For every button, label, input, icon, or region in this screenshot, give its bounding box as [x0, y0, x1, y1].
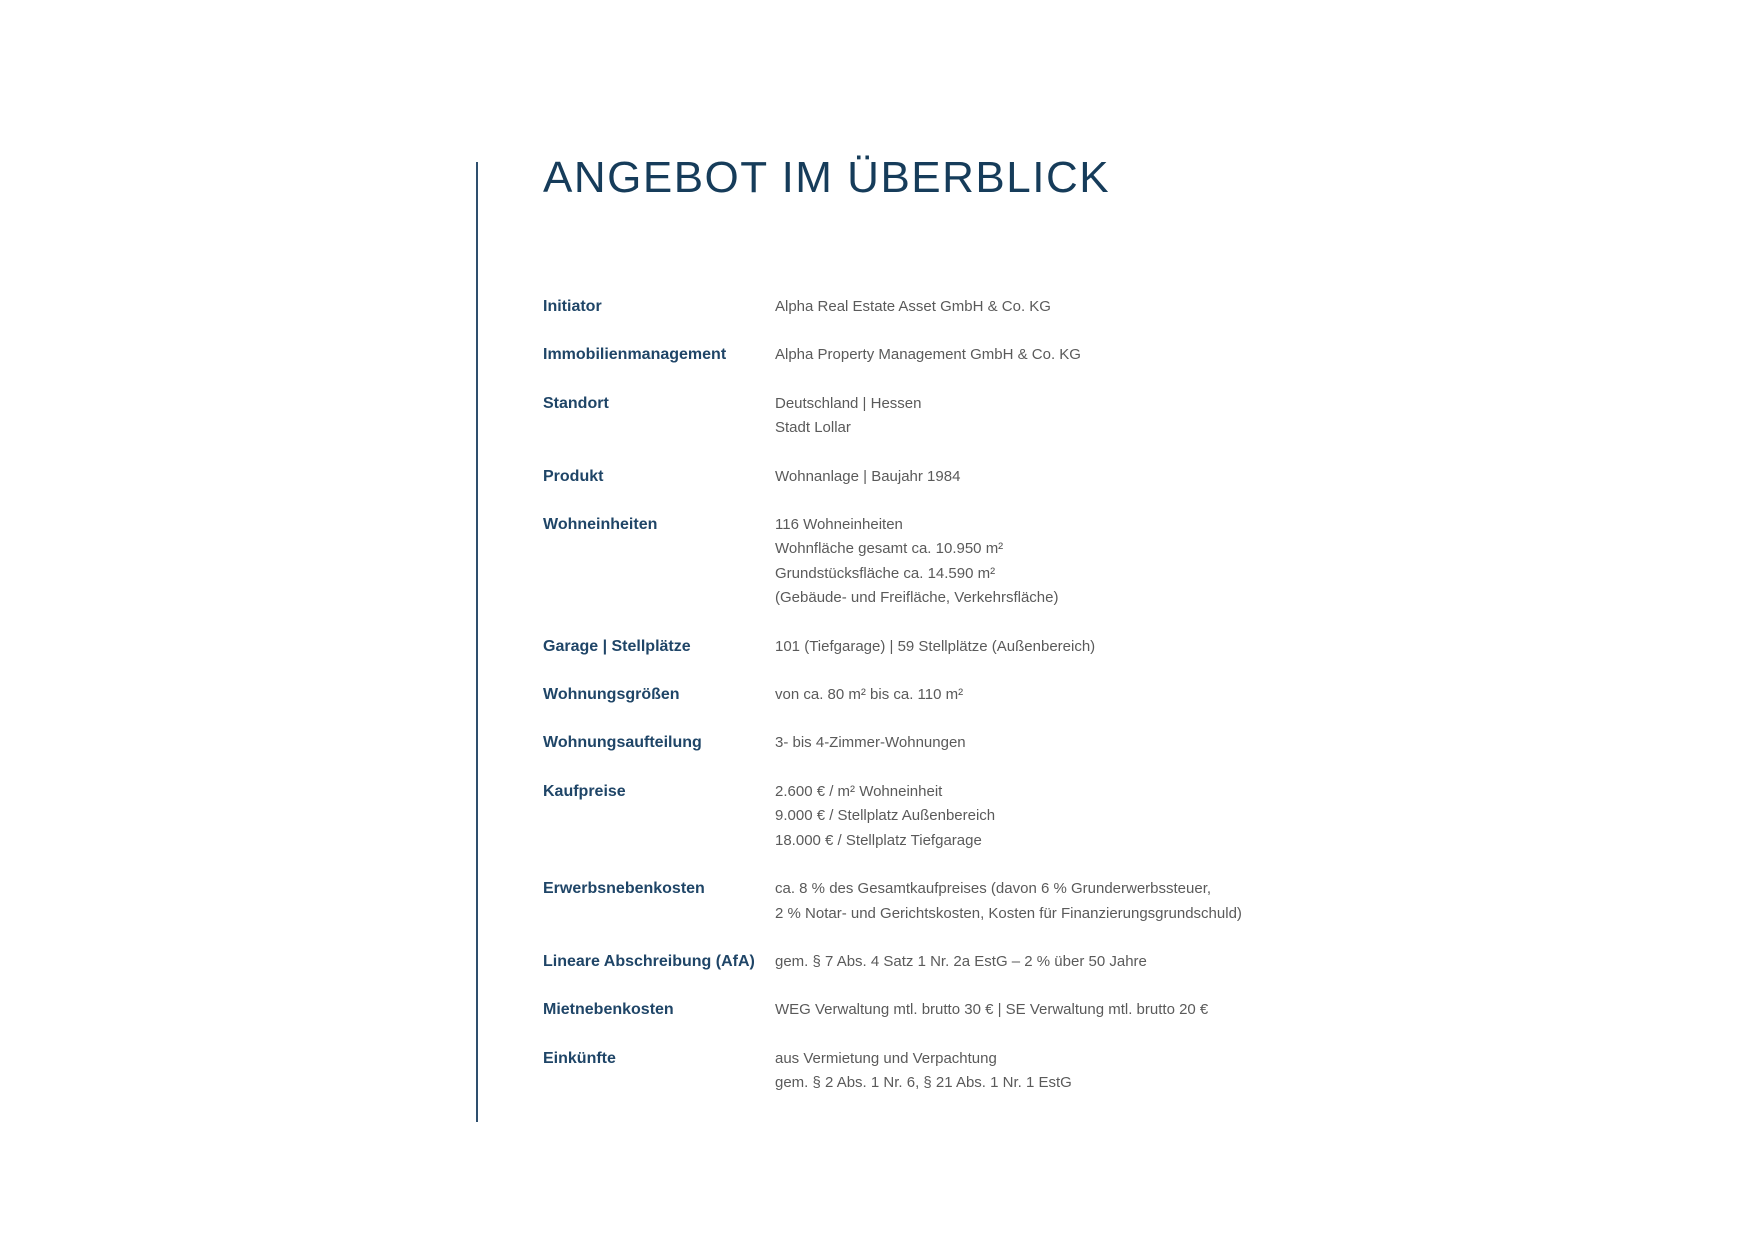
overview-row [543, 731, 1643, 755]
row-label: Kaufpreise [543, 782, 626, 800]
row-value [775, 731, 1643, 755]
row-value-line: Alpha Real Estate Asset GmbH & Co. KG [775, 298, 1051, 315]
overview-row [543, 635, 1643, 659]
overview-row [543, 295, 1643, 319]
overview-row [543, 950, 1643, 974]
overview-row [543, 392, 1643, 441]
row-value-line: 3- bis 4-Zimmer-Wohnungen [775, 734, 966, 752]
row-value-line: 18.000 € / Stellplatz Tiefgarage [775, 831, 982, 849]
row-value-line: 2 % Notar- und Gerichtskosten, Kosten für Finanzierungsgrundschuld) [775, 904, 1242, 922]
row-value [775, 343, 1643, 367]
row-value [775, 780, 1643, 853]
row-label: Immobilienmanagement [543, 346, 727, 364]
row-value-line: 101 (Tiefgarage) | 59 Stellplätze (Außenbereich) [775, 637, 1096, 655]
row-value-line: aus Vermietung und Verpachtung [775, 1049, 997, 1067]
row-label: Wohnungsaufteilung [543, 734, 702, 752]
row-label: Lineare Abschreibung (AfA) [543, 952, 755, 970]
row-label: Standort [543, 394, 609, 412]
row-value [775, 950, 1643, 974]
row-label: Garage | Stellplätze [543, 637, 691, 655]
row-value-line: WEG Verwaltung mtl. brutto 30 € | SE Verwaltung mtl. brutto 20 € [775, 1001, 1209, 1019]
row-value [775, 877, 1643, 926]
row-value [775, 295, 1643, 319]
overview-row [543, 683, 1643, 707]
row-value [775, 998, 1643, 1022]
row-value-line: 116 Wohneinheiten [775, 516, 903, 534]
row-value-line: gem. § 2 Abs. 1 Nr. 6, § 21 Abs. 1 Nr. 1 EstG [775, 1074, 1072, 1092]
row-value [775, 513, 1643, 611]
row-value [775, 392, 1643, 441]
row-value-line: 9.000 € / Stellplatz Außenbereich [775, 807, 996, 825]
overview-row [543, 780, 1643, 853]
row-value-line: 2.600 € / m² Wohneinheit [775, 782, 943, 800]
overview-row [543, 465, 1643, 489]
row-value [775, 635, 1643, 659]
row-label: Initiator [543, 298, 602, 315]
row-label: Mietnebenkosten [543, 1001, 674, 1019]
row-value-line: gem. § 7 Abs. 4 Satz 1 Nr. 2a EstG – 2 % über 50 Jahre [775, 952, 1147, 970]
overview-row [543, 513, 1643, 611]
overview-row [543, 998, 1643, 1022]
row-value-line: Wohnanlage | Baujahr 1984 [775, 467, 961, 485]
overview-row [543, 877, 1643, 926]
row-value-line: von ca. 80 m² bis ca. 110 m² [775, 686, 964, 704]
row-value [775, 1047, 1643, 1096]
row-value [775, 683, 1643, 707]
row-value [775, 465, 1643, 489]
row-value-line: Stadt Lollar [775, 419, 851, 437]
row-value-line: (Gebäude- und Freifläche, Verkehrsfläche) [775, 589, 1059, 607]
page-title: ANGEBOT IM ÜBERBLICK [543, 153, 1111, 202]
row-label: Produkt [543, 467, 604, 485]
row-value-line: Grundstücksfläche ca. 14.590 m² [775, 564, 996, 582]
row-label: Wohneinheiten [543, 516, 658, 534]
overview-row [543, 1047, 1643, 1096]
row-value-line: Alpha Property Management GmbH & Co. KG [775, 346, 1081, 364]
row-value-line: Wohnfläche gesamt ca. 10.950 m² [775, 540, 1004, 558]
row-label: Wohnungsgrößen [543, 686, 680, 704]
overview-table [543, 295, 1643, 1120]
row-label: Einkünfte [543, 1049, 616, 1067]
row-label: Erwerbsnebenkosten [543, 880, 705, 898]
row-value-line: Deutschland | Hessen [775, 394, 922, 412]
overview-row [543, 343, 1643, 367]
accent-line [476, 162, 478, 1122]
row-value-line: ca. 8 % des Gesamtkaufpreises (davon 6 % Grunderwerbssteuer, [775, 880, 1212, 898]
